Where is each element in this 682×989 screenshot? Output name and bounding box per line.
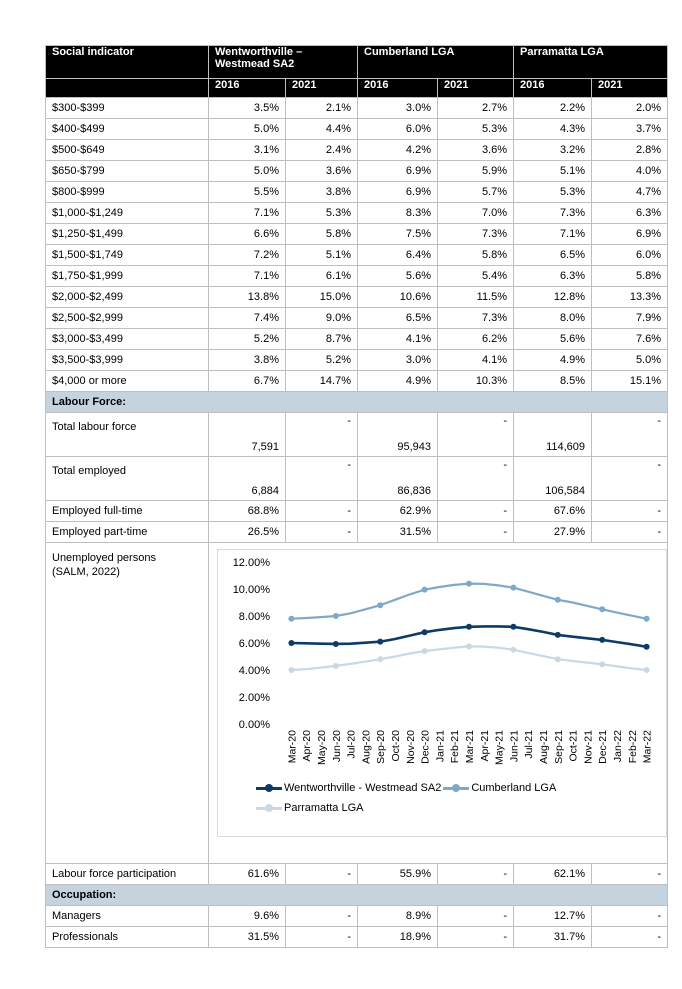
row-label: Total employed [46,457,209,501]
legend-swatch [256,807,282,810]
cell: 10.6% [358,287,438,308]
cell: 11.5% [438,287,514,308]
cell: - [592,864,668,885]
y-tick-label: 12.00% [232,557,270,569]
table-row-managers [46,906,668,927]
cell: 4.7% [592,182,668,203]
x-tick-label: Sep-20 [375,730,388,764]
year-header: 2016 [514,79,592,98]
data-point [510,624,516,630]
x-tick-label: Aug-21 [538,730,550,764]
year-header: 2021 [286,79,358,98]
year-header: 2016 [358,79,438,98]
cell: - [286,864,358,885]
cell: 7.3% [438,308,514,329]
data-point [333,613,339,619]
x-tick-label: Dec-21 [597,730,610,764]
cell: 6.5% [514,245,592,266]
cell: 8.0% [514,308,592,329]
data-point [377,602,383,608]
cell: 5.6% [514,329,592,350]
cell: 7.9% [592,308,668,329]
data-point [644,667,650,673]
table-row-professionals [46,927,668,948]
cell: 5.8% [592,266,668,287]
y-tick-label: 4.00% [238,665,270,677]
legend-swatch [256,787,282,790]
legend-item [256,778,441,798]
cell: - [592,457,668,501]
cell: - [438,413,514,457]
cell: 7.6% [592,329,668,350]
cell: 5.3% [286,203,358,224]
year-header: 2021 [592,79,668,98]
cell: 9.0% [286,308,358,329]
table-row [46,161,668,182]
cell: 5.4% [438,266,514,287]
cell: 6.0% [592,245,668,266]
chart-legend [256,778,626,818]
cell: - [592,413,668,457]
cell: 7.5% [358,224,438,245]
section-title: Occupation: [46,885,668,906]
cell: 5.1% [514,161,592,182]
legend-label: Parramatta LGA [284,802,364,814]
row-label: $1,250-$1,499 [46,224,209,245]
cell: 31.5% [209,927,286,948]
row-label: $3,500-$3,999 [46,350,209,371]
cell: 67.6% [514,501,592,522]
cell: 3.0% [358,350,438,371]
row-label: $1,500-$1,749 [46,245,209,266]
cell: 6.3% [592,203,668,224]
x-tick-label: May-21 [493,730,506,766]
cell: 3.0% [358,98,438,119]
cell: 8.9% [358,906,438,927]
cell: 4.9% [358,371,438,392]
cell: 14.7% [286,371,358,392]
table-row [46,140,668,161]
series-line [291,646,646,670]
table-row [46,308,668,329]
row-label: Managers [46,906,209,927]
cell: 31.5% [358,522,438,543]
x-tick-label: Jan-22 [612,730,624,763]
cell: 6.9% [592,224,668,245]
x-tick-label: Jun-21 [508,730,521,763]
data-point [644,644,650,650]
x-tick-label: Jul-20 [345,730,358,759]
cell: 5.8% [438,245,514,266]
cell: - [286,457,358,501]
area-header-cumberland: Cumberland LGA [358,46,514,79]
x-tick-label: Jul-21 [523,730,536,759]
cell: - [286,927,358,948]
data-point [510,647,516,653]
cell: 12.8% [514,287,592,308]
cell: 5.9% [438,161,514,182]
cell: 5.0% [209,119,286,140]
cell: - [438,864,514,885]
cell: 3.2% [514,140,592,161]
legend-item [256,798,363,818]
row-label: $1,000-$1,249 [46,203,209,224]
cell: 114,609 [514,413,592,457]
cell: 3.5% [209,98,286,119]
data-point [466,581,472,587]
cell: 27.9% [514,522,592,543]
cell: - [286,501,358,522]
row-label: $3,000-$3,499 [46,329,209,350]
row-label: $2,000-$2,499 [46,287,209,308]
table-row-total-employed [46,457,668,501]
cell: 6.0% [358,119,438,140]
legend-label: Cumberland LGA [471,782,557,794]
cell: 62.9% [358,501,438,522]
cell: 3.8% [209,350,286,371]
header-row-areas [46,46,668,79]
cell: 4.2% [358,140,438,161]
legend-item [443,778,556,798]
cell: 13.3% [592,287,668,308]
unemployment-chart [217,549,667,837]
cell: 2.2% [514,98,592,119]
cell: - [438,522,514,543]
cell: - [438,906,514,927]
table-row [46,224,668,245]
cell: 4.3% [514,119,592,140]
data-point [288,616,294,622]
cell: 18.9% [358,927,438,948]
cell: 5.1% [286,245,358,266]
x-tick-label: Mar-20 [286,730,299,764]
cell: 4.1% [358,329,438,350]
table-row [46,203,668,224]
table-row-part-time [46,522,668,543]
x-tick-label: Apr-20 [301,730,314,762]
cell: 6.3% [514,266,592,287]
cell: 3.6% [286,161,358,182]
cell: 26.5% [209,522,286,543]
cell: 2.0% [592,98,668,119]
table-row-full-time [46,501,668,522]
x-tick-label: May-20 [316,730,328,766]
x-tick-label: Oct-21 [567,730,580,762]
header-row-years [46,79,668,98]
row-label: $400-$499 [46,119,209,140]
x-tick-label: Mar-22 [641,730,654,764]
table-row-participation [46,864,668,885]
cell: 6.6% [209,224,286,245]
table-row-unemployed [46,543,668,864]
cell: 3.1% [209,140,286,161]
row-label: Labour force participation [46,864,209,885]
data-point [288,640,294,646]
legend-label: Wentworthville - Westmead SA2 [284,782,442,794]
cell: 2.4% [286,140,358,161]
unemployed-label: Unemployed persons [52,552,156,564]
cell: 8.3% [358,203,438,224]
unemployed-source: (SALM, 2022) [52,566,120,578]
social-indicators-table [45,45,668,948]
data-point [644,616,650,622]
cell: 2.7% [438,98,514,119]
cell: 95,943 [358,413,438,457]
cell: 62.1% [514,864,592,885]
cell: 6.7% [209,371,286,392]
data-point [422,587,428,593]
cell: 55.9% [358,864,438,885]
data-point [555,632,561,638]
data-point [599,661,605,667]
data-point [377,639,383,645]
cell: 9.6% [209,906,286,927]
cell: - [438,927,514,948]
year-header: 2016 [209,79,286,98]
cell: 7.3% [438,224,514,245]
cell: 31.7% [514,927,592,948]
table-row [46,245,668,266]
cell: 5.2% [286,350,358,371]
cell: 10.3% [438,371,514,392]
row-label: $4,000 or more [46,371,209,392]
cell: 7,591 [209,413,286,457]
row-label: $800-$999 [46,182,209,203]
row-label: $500-$649 [46,140,209,161]
social-indicator-header: Social indicator [46,46,209,79]
cell: 7.3% [514,203,592,224]
x-tick-label: Jun-20 [330,730,343,763]
row-label: $300-$399 [46,98,209,119]
section-occupation [46,885,668,906]
x-tick-label: Nov-20 [404,730,417,764]
header-blank [46,79,209,98]
cell: - [592,501,668,522]
table-row [46,287,668,308]
table-row [46,371,668,392]
cell: 3.7% [592,119,668,140]
cell: 5.7% [438,182,514,203]
legend-swatch [443,787,469,790]
cell: 5.5% [209,182,286,203]
y-tick-label: 2.00% [238,692,270,704]
data-point [555,597,561,603]
y-tick-label: 0.00% [238,719,270,731]
y-tick-label: 6.00% [238,638,270,650]
cell: 6.9% [358,182,438,203]
cell: 8.5% [514,371,592,392]
cell: 5.6% [358,266,438,287]
cell: 13.8% [209,287,286,308]
cell: 7.0% [438,203,514,224]
row-label: Employed full-time [46,501,209,522]
x-tick-label: Oct-20 [390,730,402,762]
data-point [510,585,516,591]
x-tick-label: Feb-22 [626,730,639,764]
data-point [555,656,561,662]
cell: - [286,413,358,457]
section-labour-force [46,392,668,413]
section-title: Labour Force: [46,392,668,413]
cell: 15.1% [592,371,668,392]
cell: 6.1% [286,266,358,287]
cell: 6,884 [209,457,286,501]
data-point [466,643,472,649]
cell: - [592,522,668,543]
cell: 6.5% [358,308,438,329]
year-header: 2021 [438,79,514,98]
x-tick-label: Dec-20 [419,730,432,764]
table-row [46,98,668,119]
row-label [46,543,209,864]
data-point [466,624,472,630]
cell: 5.0% [592,350,668,371]
cell: - [286,906,358,927]
x-tick-label: Jan-21 [434,730,447,763]
cell: 68.8% [209,501,286,522]
table-row [46,182,668,203]
cell: - [592,927,668,948]
chart-cell [209,543,668,864]
x-tick-label: Sep-21 [552,730,565,764]
cell: 7.2% [209,245,286,266]
row-label: $1,750-$1,999 [46,266,209,287]
cell: 5.3% [514,182,592,203]
cell: 6.9% [358,161,438,182]
cell: - [438,501,514,522]
cell: 4.1% [438,350,514,371]
data-point [288,667,294,673]
table-row-total-labour-force [46,413,668,457]
cell: 7.1% [514,224,592,245]
cell: 4.4% [286,119,358,140]
table-row [46,119,668,140]
row-label: Total labour force [46,413,209,457]
table-row [46,350,668,371]
cell: 2.1% [286,98,358,119]
area-header-parramatta: Parramatta LGA [514,46,668,79]
data-point [422,629,428,635]
cell: 12.7% [514,906,592,927]
cell: 7.1% [209,266,286,287]
x-tick-label: Aug-20 [360,730,373,764]
cell: - [592,906,668,927]
data-point [333,663,339,669]
cell: - [286,522,358,543]
cell: 4.9% [514,350,592,371]
data-point [599,637,605,643]
cell: 5.2% [209,329,286,350]
data-point [333,641,339,647]
data-point [422,648,428,654]
row-label: Employed part-time [46,522,209,543]
series-line [291,584,646,619]
y-tick-label: 8.00% [238,611,270,623]
cell: 6.2% [438,329,514,350]
cell: 3.6% [438,140,514,161]
table-row [46,329,668,350]
cell: 5.0% [209,161,286,182]
cell: 15.0% [286,287,358,308]
cell: 106,584 [514,457,592,501]
row-label: $2,500-$2,999 [46,308,209,329]
cell: 7.4% [209,308,286,329]
x-tick-label: Apr-21 [478,730,491,762]
cell: 4.0% [592,161,668,182]
cell: 7.1% [209,203,286,224]
cell: 5.3% [438,119,514,140]
cell: 5.8% [286,224,358,245]
data-point [377,656,383,662]
y-tick-label: 10.00% [232,584,270,596]
data-point [599,606,605,612]
row-label: $650-$799 [46,161,209,182]
area-header-wentworthville: Wentworthville – Westmead SA2 [209,46,358,79]
table-row [46,266,668,287]
x-tick-label: Mar-21 [464,730,476,764]
x-tick-label: Feb-21 [449,730,462,764]
cell: 8.7% [286,329,358,350]
x-tick-label: Nov-21 [582,730,595,764]
cell: 2.8% [592,140,668,161]
cell: 86,836 [358,457,438,501]
cell: 61.6% [209,864,286,885]
row-label: Professionals [46,927,209,948]
cell: - [438,457,514,501]
cell: 3.8% [286,182,358,203]
cell: 6.4% [358,245,438,266]
